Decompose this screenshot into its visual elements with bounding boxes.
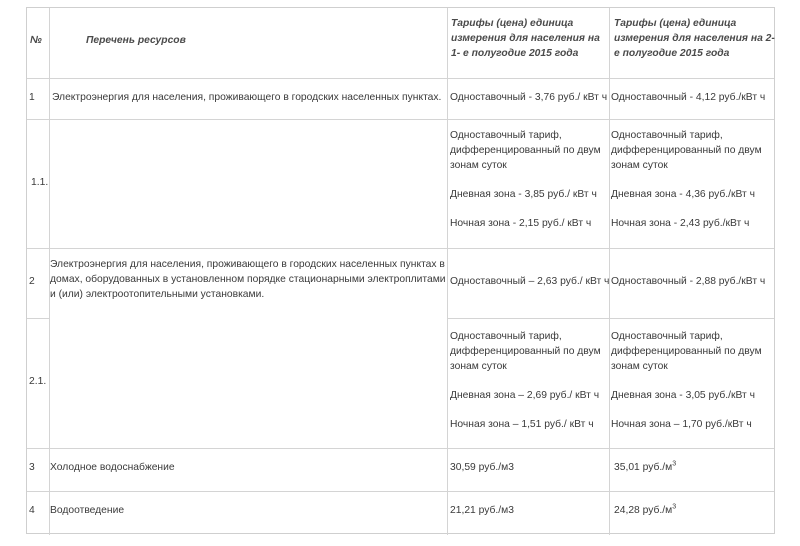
header-line: 1- е полугодие 2015 года: [451, 48, 579, 59]
row-2-num: 2: [29, 276, 35, 287]
row-3-h1: 30,59 руб./м3: [450, 462, 514, 473]
row-1-1-num: 1.1.: [31, 177, 49, 188]
row-2-1-h2: [611, 329, 773, 432]
column-divider: [609, 8, 610, 535]
row-4-h1: 21,21 руб./м3: [450, 505, 514, 516]
tariff-line: зонам суток: [611, 361, 668, 372]
night-zone: Ночная зона - 2,15 руб./ кВт ч: [450, 218, 592, 229]
name-line: домах, оборудованных в установленном порядке стационарными электроплитами: [50, 274, 446, 285]
night-zone: Ночная зона - 2,43 руб./кВт ч: [611, 218, 750, 229]
row-3-h2: [614, 460, 676, 475]
row-divider: [27, 119, 774, 120]
tariff-line: зонам суток: [450, 160, 507, 171]
row-4-h2: [614, 503, 676, 518]
row-3-num: 3: [29, 462, 35, 473]
header-line: Тарифы (цена) единица: [451, 18, 574, 29]
header-num: №: [30, 35, 42, 46]
header-line: измерения для населения на 2-: [614, 33, 775, 44]
row-divider: [27, 248, 774, 249]
night-zone: Ночная зона – 1,51 руб./ кВт ч: [450, 419, 594, 430]
tariff-line: зонам суток: [450, 361, 507, 372]
row-divider: [27, 448, 774, 449]
row-2-h1: Одноставочный – 2,63 руб./ кВт ч: [450, 276, 610, 287]
day-zone: Дневная зона - 3,85 руб./ кВт ч: [450, 189, 597, 200]
row-3-name: Холодное водоснабжение: [50, 462, 175, 473]
header-line: е полугодие 2015 года: [614, 48, 730, 59]
name-line: Электроэнергия для населения, проживающего в городских населенных пунктах в: [50, 259, 445, 270]
tariff-line: дифференцированный по двум: [611, 145, 762, 156]
row-4-num: 4: [29, 505, 35, 516]
row-divider: [27, 78, 774, 79]
header-tariff-h2: [614, 16, 776, 61]
value-text: 35,01 руб./м: [614, 462, 673, 473]
row-1-name: Электроэнергия для населения, проживающего в городских населенных пунктах.: [52, 92, 442, 103]
day-zone: Дневная зона - 3,05 руб./кВт ч: [611, 390, 755, 401]
row-1-h1: Одноставочный - 3,76 руб./ кВт ч: [450, 92, 608, 103]
tariff-line: зонам суток: [611, 160, 668, 171]
row-2-1-h1: [450, 329, 610, 432]
row-1-1-h2: [611, 128, 773, 231]
row-2-1-num: 2.1.: [29, 376, 47, 387]
tariff-line: дифференцированный по двум: [450, 145, 601, 156]
tariff-line: Одноставочный тариф,: [450, 130, 562, 141]
row-divider: [27, 491, 774, 492]
tariff-line: Одноставочный тариф,: [450, 331, 562, 342]
value-text: 24,28 руб./м: [614, 505, 673, 516]
day-zone: Дневная зона - 4,36 руб./кВт ч: [611, 189, 755, 200]
row-divider: [27, 318, 49, 319]
row-1-num: 1: [29, 92, 35, 103]
row-2-name: [50, 257, 448, 302]
day-zone: Дневная зона – 2,69 руб./ кВт ч: [450, 390, 600, 401]
night-zone: Ночная зона – 1,70 руб./кВт ч: [611, 419, 752, 430]
row-1-1-h1: [450, 128, 610, 231]
tariff-line: Одноставочный тариф,: [611, 331, 723, 342]
header-tariff-h1: [451, 16, 613, 61]
tariff-line: дифференцированный по двум: [450, 346, 601, 357]
row-4-name: Водоотведение: [50, 505, 125, 516]
tariff-line: Одноставочный тариф,: [611, 130, 723, 141]
superscript: 3: [672, 460, 677, 468]
row-2-h2: Одноставочный - 2,88 руб./кВт ч: [611, 276, 766, 287]
row-divider: [447, 318, 774, 319]
header-resources: Перечень ресурсов: [86, 35, 186, 46]
row-1-h2: Одноставочный - 4,12 руб./кВт ч: [611, 92, 766, 103]
name-line: и (или) электроотопительными установками.: [50, 289, 265, 300]
superscript: 3: [672, 503, 677, 511]
tariff-line: дифференцированный по двум: [611, 346, 762, 357]
header-line: измерения для населения на: [451, 33, 600, 44]
header-line: Тарифы (цена) единица: [614, 18, 737, 29]
